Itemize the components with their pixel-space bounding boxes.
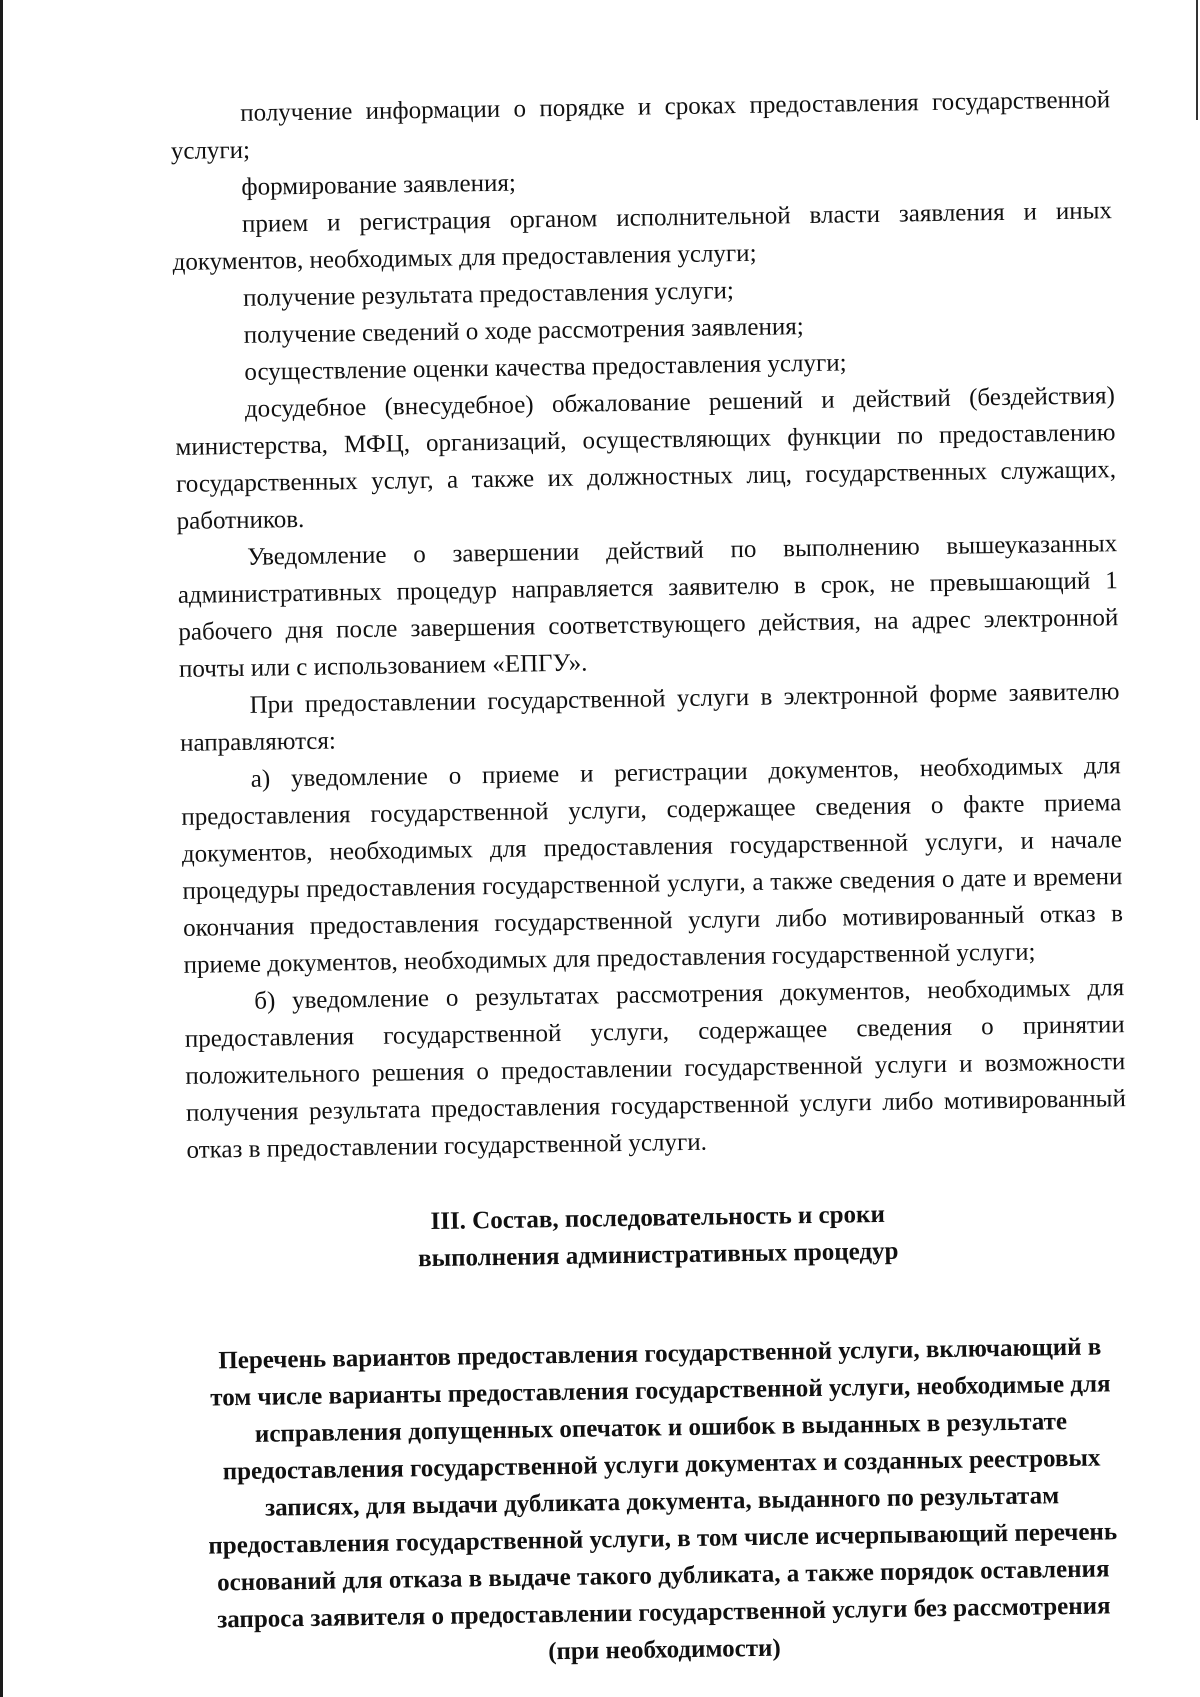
paragraph-get-result: получение результата предоставления услуги; [242, 277, 735, 312]
section-title [187, 1192, 1128, 1281]
paragraph-appeal: досудебное (внесудебное) обжалование решений и действий (бездействия) министерства, МФЦ, организаций, осуществляющих функции по предоставлению государственных услуг, а также их должностных лиц, государственных служащих, работников. [175, 382, 1117, 535]
subsection-title: Перечень вариантов предоставления государственной услуги, включающий в том числе варианты предоставления государственной услуги, необходимые для исправления допущенных опечаток и ошибок в выданных в результате предоставления государственной услуги документах и созданных реестровых записях, для выдачи дубликата документа, выданного по результатам предоставления государственной услуги, в том числе исчерпывающий перечень оснований для отказа в выдаче такого дубликата, а также порядок оставления запроса заявителя о предоставлении государственной услуги без рассмотрения (при необходимости) [208, 1333, 1118, 1666]
document-page [170, 81, 1135, 1676]
paragraph-item-a: а) уведомление о приеме и регистрации документов, необходимых для предоставления государственной услуги, содержащее сведения о факте приема документов, необходимых для предоставления государственной услуги, и начале процедуры предоставления государственной услуги, а также сведения о дате и времени окончания предоставления государственной услуги либо мотивированный отказ в приеме документов, необходимых для предоставления государственной услуги; [181, 752, 1124, 979]
scan-edge-left [0, 0, 3, 1697]
section-title-line-1: III. Состав, последовательность и сроки [430, 1200, 886, 1236]
paragraph-form-application: формирование заявления; [241, 169, 517, 201]
paragraph-electronic-form: При предоставлении государственной услуги в электронной форме заявителю направляются: [179, 678, 1120, 757]
paragraph-quality-evaluation: осуществление оценки качества предоставления услуги; [244, 349, 847, 386]
paragraph-info-order: получение информации о порядке и сроках предоставления государственной услуги; [170, 86, 1111, 165]
paragraph-progress-info: получение сведений о ходе рассмотрения заявления; [243, 313, 804, 349]
section-title-line-2: выполнения административных процедур [417, 1237, 899, 1273]
paragraph-notification: Уведомление о завершении действий по выполнению вышеуказанных административных процедур направляется заявителю в срок, не превышающий 1 рабочего дня после завершения соответствующего действия, на адрес электронной почты или с использованием «ЕПГУ». [177, 530, 1119, 683]
scan-edge-right [1196, 0, 1198, 120]
paragraph-item-b: б) уведомление о результатах рассмотрения документов, необходимых для предоставления государственной услуги, содержащее сведения о принятии положительного решения о предоставлении государственной услуги и возможности получения результата предоставления государственной услуги либо мотивированный отказ в предоставлении государственной услуги. [184, 974, 1127, 1164]
paragraph-reception-registration: прием и регистрация органом исполнительной власти заявления и иных документов, необходимых для предоставления услуги; [172, 197, 1113, 276]
